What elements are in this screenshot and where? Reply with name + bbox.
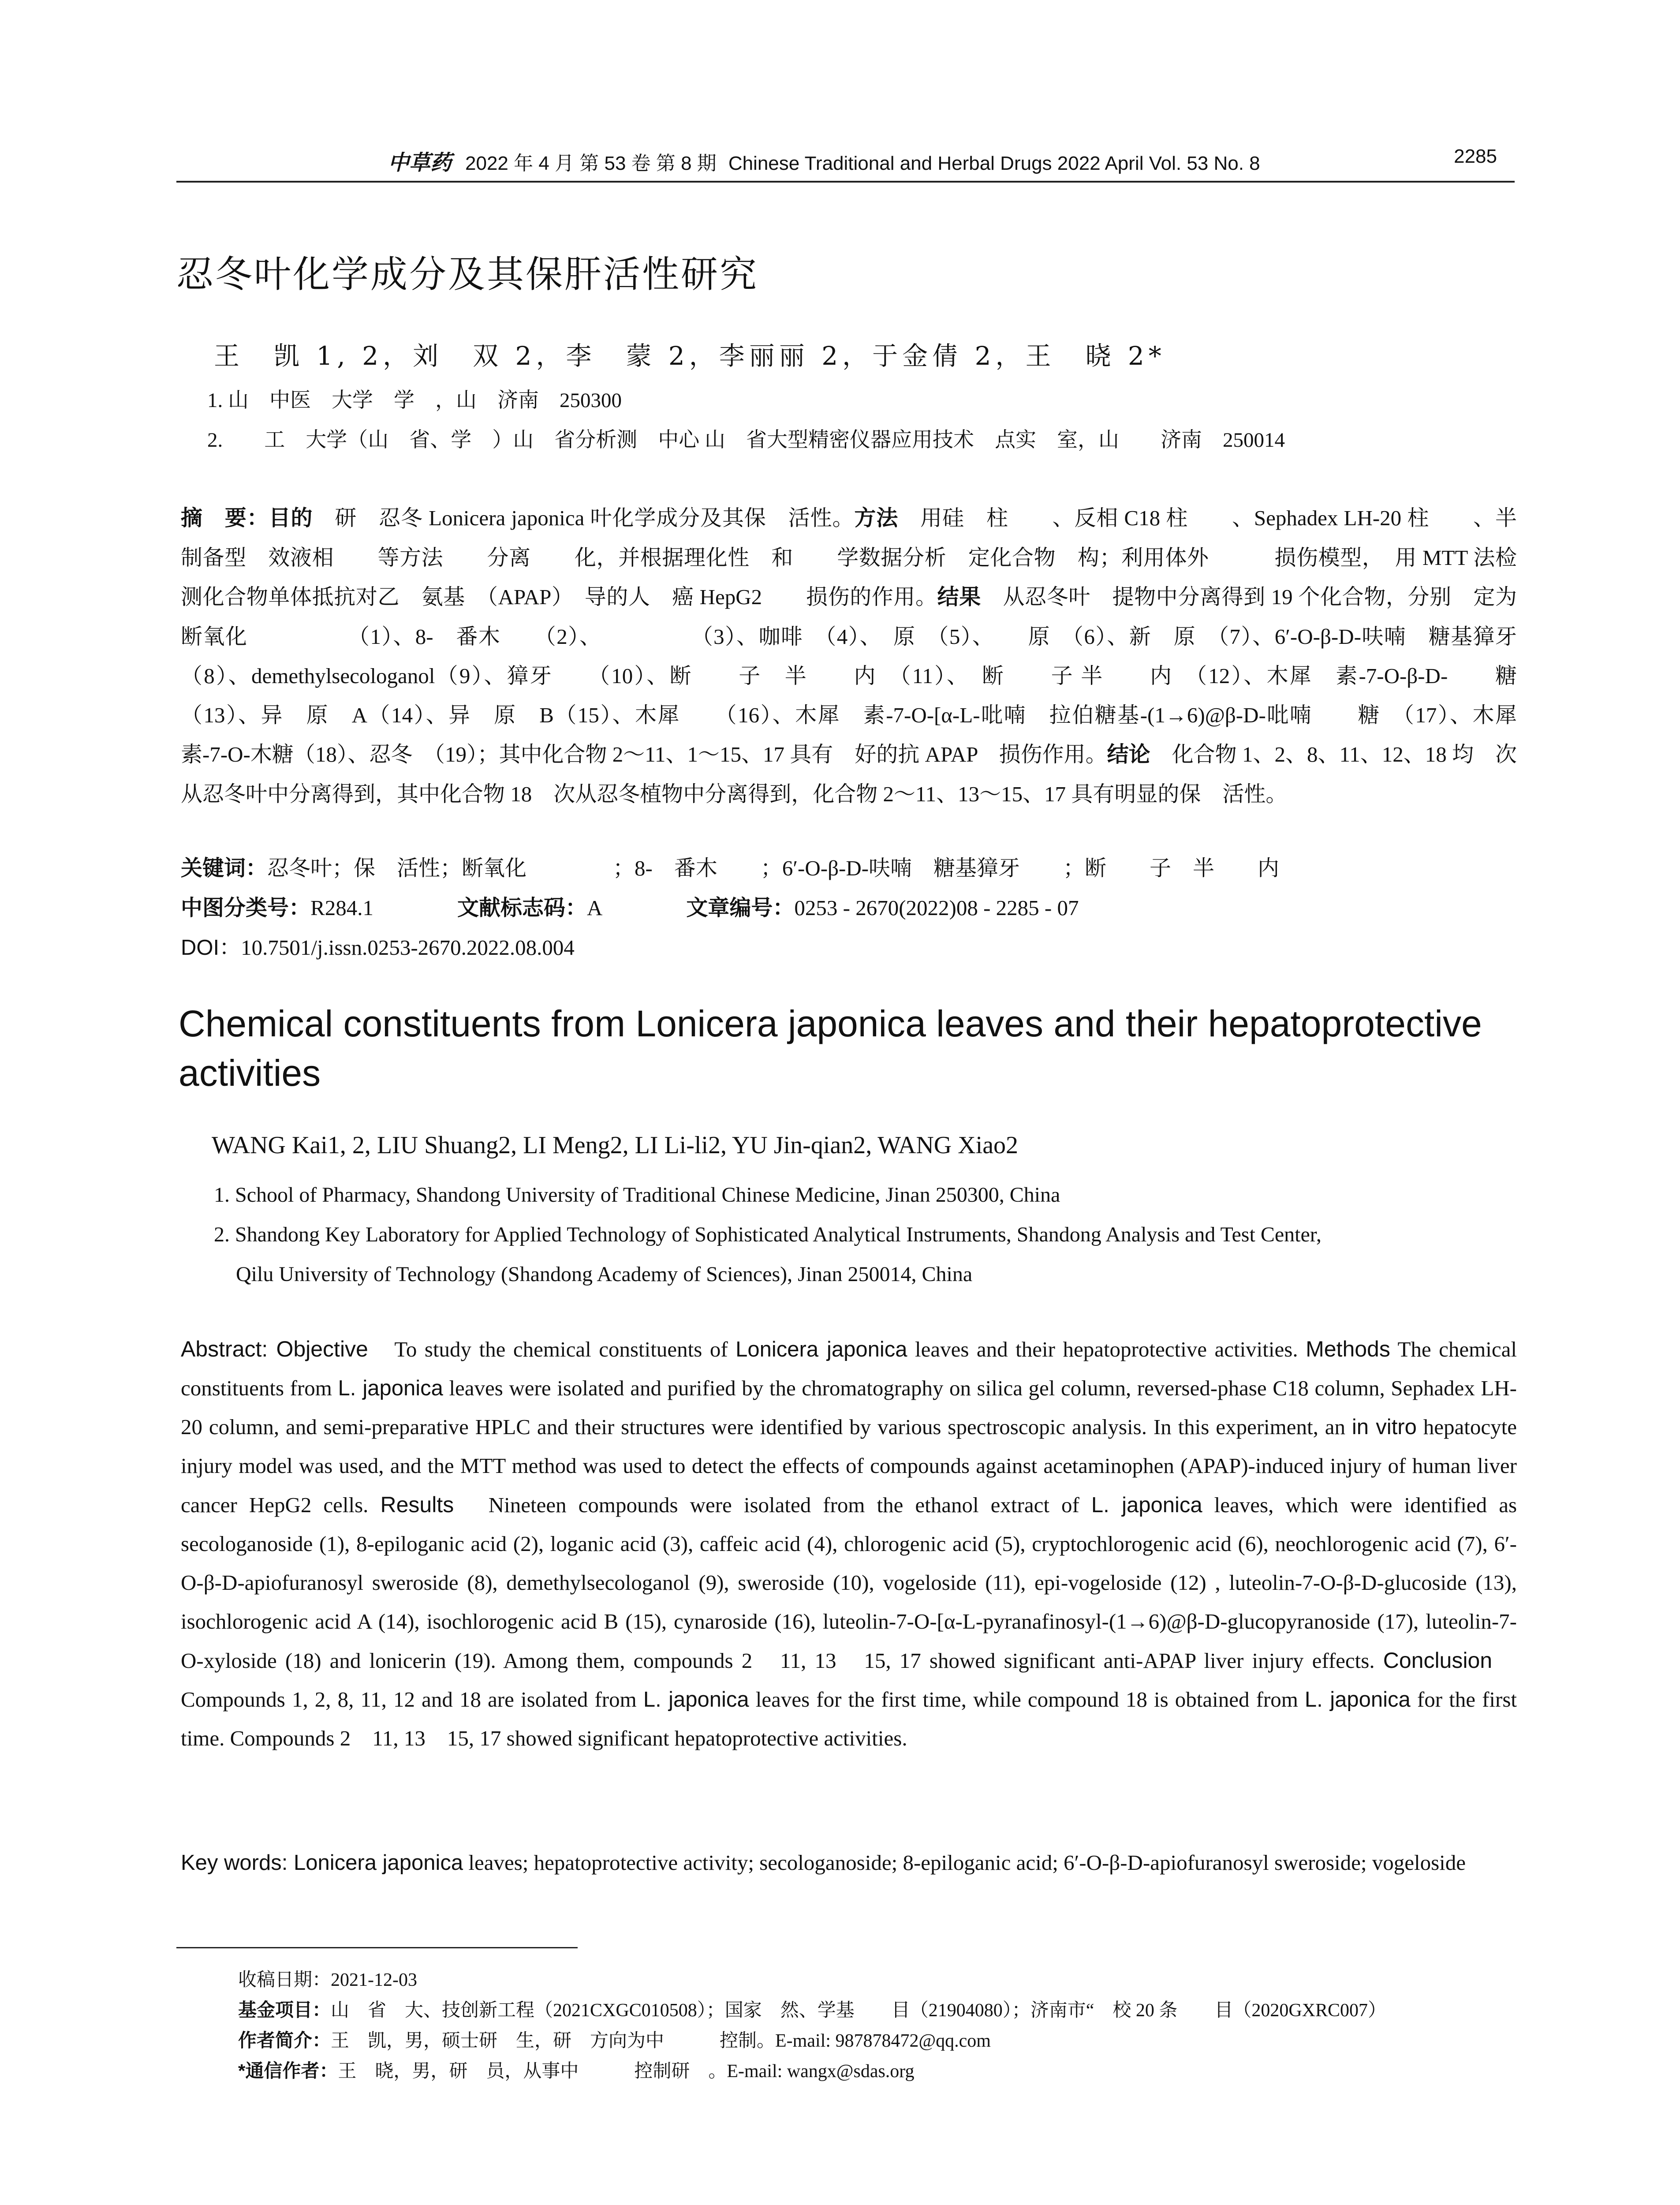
chinese-keywords xyxy=(181,851,1279,882)
keywords-text-cn: 忍冬叶；保 活性；断氧化 ；8- 番木 ；6′-O-β-D-呋喃 糖基獐牙 ；断 子 半 内 xyxy=(267,856,1280,880)
objective-label-en: Objective xyxy=(276,1337,368,1361)
species-name: L. japonica xyxy=(1304,1688,1411,1712)
chinese-affiliation-1: 1. 山 中医 大学 学 ，山 济南 250300 xyxy=(207,389,622,412)
issue-cn: 2022 年 4 月 第 53 卷 第 8 期 xyxy=(465,153,717,174)
objective-text-en-2: leaves and their hepatoprotective activities. xyxy=(907,1337,1306,1361)
header-citation xyxy=(388,146,1260,176)
english-title: Chemical constituents from Lonicera japonica leaves and their hepatoprotective activities xyxy=(179,1003,1482,1094)
received-label: 收稿日期： xyxy=(238,1969,331,1990)
methods-text-en-2: leaves were isolated and purified by the chromatography on silica gel column, reversed-phase C18 column, Sephadex LH-20 column, and semi-preparative HPLC and their structures were identified by various spectroscopic analysis. In this experiment, an xyxy=(181,1376,1517,1439)
english-affiliation-2-line2: Qilu University of Technology (Shandong Academy of Sciences), Jinan 250014, China xyxy=(236,1263,973,1286)
fund-label: 基金项目： xyxy=(238,1999,331,2020)
results-text-cn: 从忍冬叶 提物中分离得到 19 个化合物，分别 定为断氧化 （1）、8- 番木 （2）、 （3）、咖啡 （4）、 原 （5）、 原 （6）、新 原 （7）、6′-O-β-D-呋喃 糖基獐牙 （8）、demethylsecologanol（9）、獐牙 （10）、断 子 半 内 （11）、 断 子 半 内 （12）、木犀 素-7-O-β-D- 糖 （13）、异 原 A（14）、异 原 B（15）、木犀 （16）、木犀 素-7-O-[α-L-吡喃 拉伯糖基-(1→6)@β-D-吡喃 糖 （17）、木犀 素-7-O-木糖（18）、忍冬 （19）；其中化合物 2～11、1～15、17 具有 好的抗 APAP 损伤作用。 xyxy=(181,585,1561,766)
doc-code-label: 文献标志码： xyxy=(457,896,587,920)
keywords-label-en: Key words: xyxy=(181,1851,294,1875)
methods-text-cn: 用硅 柱 、反相 C18 柱 、Sephadex LH-20 柱 、半制备型 效液相 等方法 分离 化，并根据理化性 和 学数据分析 定化合物 构；利用体外 损伤模型， 用 MTT 法检测化合物单体抵抗对乙 氨基 （APAP） 导的人 癌 HepG2 损伤的作用。 xyxy=(181,506,1517,609)
footnote-author xyxy=(238,2026,1517,2056)
footnote-fund xyxy=(238,1995,1517,2026)
species-name: Lonicera japonica xyxy=(293,1851,463,1875)
corresponding-label: *通信作者： xyxy=(238,2060,338,2081)
in-vitro-term: in vitro xyxy=(1351,1415,1417,1439)
results-text-en-1: Nineteen compounds were isolated from the ethanol extract of xyxy=(454,1493,1091,1517)
conclusion-label-cn: 结论 xyxy=(1107,743,1150,766)
results-text-en-2: leaves, which were identified as secologanoside (1), 8-epiloganic acid (2), loganic acid (3), caffeic acid (4), chlorogenic acid (5), cryptochlorogenic acid (6), neochlorogenic acid (7), 6′-O-β-D-apiofuranosyl sweroside (8), demethylsecologanol (9), sweroside (10), vogeloside (11), epi-vogeloside (12) , luteolin-7-O-β-D-glucoside (13), isochlorogenic acid A (14), isochlorogenic acid B (15), cynaroside (16), luteolin-7-O-[α-L-pyranafinosyl-(1→6)@β-D-glucopyranoside (17), luteolin-7-O-xyloside (18) and lonicerin (19). Among them, compounds 2 11, 13 15, 17 showed significant anti-APAP liver injury effects. xyxy=(181,1493,1517,1673)
doi-line xyxy=(181,931,575,961)
english-keywords xyxy=(181,1843,1517,1882)
chinese-authors: 王 凯 1, 2，刘 双 2，李 蒙 2，李丽丽 2，于金倩 2，王 晓 2* xyxy=(214,341,1166,371)
author-value: 王 凯，男，硕士研 生，研 方向为中 控制。E-mail: 987878472@qq.com xyxy=(331,2031,991,2051)
objective-label-cn: 目的 xyxy=(269,506,313,530)
abstract-label-en: Abstract: xyxy=(181,1337,276,1361)
doc-code-value: A xyxy=(586,896,603,920)
chinese-abstract xyxy=(181,498,1561,814)
results-label-en: Results xyxy=(380,1492,454,1517)
english-affiliation-2-line1: 2. Shandong Key Laboratory for Applied Technology of Sophisticated Analytical Instruments, Shandong Analysis and Test Center, xyxy=(214,1223,1322,1246)
footnote-corresponding xyxy=(238,2056,1517,2086)
footnotes xyxy=(238,1965,1517,2086)
chinese-affiliation-2: 2. 工 大学（山 省、学 ）山 省分析测 中心 山 省大型精密仪器应用技术 点实 室，山 济南 250014 xyxy=(207,429,1285,452)
conclusion-text-en-2: leaves for the first time, while compound 18 is obtained from xyxy=(749,1687,1305,1712)
english-authors: WANG Kai1, 2, LIU Shuang2, LI Meng2, LI Li-li2, YU Jin-qian2, WANG Xiao2 xyxy=(212,1132,1019,1159)
conclusion-text-cn: 化合物 1、2、8、11、12、18 均 次从忍冬叶中分离得到，其中化合物 18 次从忍冬植物中分离得到，化合物 2～11、13～15、17 具有明显的保 活性。 xyxy=(181,742,1517,806)
species-name: Lonicera japonica xyxy=(735,1338,907,1361)
species-name: L. japonica xyxy=(338,1376,443,1400)
fund-value: 山 省 大、技创新工程（2021CXGC010508）；国家 然、学基 目（21904080）；济南市“ 校 20 条 目（2020GXRC007） xyxy=(331,2000,1387,2021)
conclusion-text-en-1: Compounds 1, 2, 8, 11, 12 and 18 are isolated from xyxy=(181,1648,1517,1712)
chinese-title: 忍冬叶化学成分及其保肝活性研究 xyxy=(176,254,759,295)
doi-value: 10.7501/j.issn.0253-2670.2022.08.004 xyxy=(241,935,575,960)
journal-logo: 中草药 xyxy=(388,151,452,175)
methods-text-en-1: The chemical constituents from xyxy=(181,1337,1517,1400)
methods-label-en: Methods xyxy=(1306,1337,1390,1361)
conclusion-label-en: Conclusion xyxy=(1383,1648,1493,1673)
keywords-text-en: leaves; hepatoprotective activity; secologanoside; 8-epiloganic acid; 6′-O-β-D-apiofuranosyl sweroside; vogeloside xyxy=(463,1850,1466,1875)
methods-text-en-3: hepatocyte injury model was used, and the MTT method was used to detect the effects of compounds against acetaminophen (APAP)-induced injury of human liver cancer HepG2 cells. xyxy=(181,1415,1517,1517)
footnote-received xyxy=(238,1965,1517,1995)
results-label-cn: 结果 xyxy=(937,585,981,609)
corresponding-value: 王 晓，男，研 员，从事中 控制研 。E-mail: wangx@sdas.org xyxy=(338,2061,915,2082)
species-name: L. japonica xyxy=(1091,1493,1202,1517)
clc-label: 中图分类号： xyxy=(181,896,311,920)
doi-label: DOI： xyxy=(181,936,241,960)
issue-en: Chinese Traditional and Herbal Drugs 2022 April Vol. 53 No. 8 xyxy=(728,153,1260,174)
abstract-label-cn: 摘 要： xyxy=(181,506,269,530)
article-no-label: 文章编号： xyxy=(686,896,795,920)
methods-label-cn: 方法 xyxy=(854,506,899,530)
running-header xyxy=(176,146,1515,183)
conclusion-text-en-3: for the first time. Compounds 2 11, 13 15, 17 showed significant hepatoprotective activities. xyxy=(181,1687,1517,1750)
page-number: 2285 xyxy=(1454,146,1497,167)
keywords-label-cn: 关键词： xyxy=(181,856,268,880)
classification-line xyxy=(181,891,1079,922)
footnote-divider xyxy=(176,1947,578,1948)
clc-value: R284.1 xyxy=(310,896,373,920)
english-abstract xyxy=(181,1330,1517,1758)
objective-text-en-1: To study the chemical constituents of xyxy=(368,1337,736,1361)
author-label: 作者简介： xyxy=(238,2030,331,2051)
objective-text-cn: 研 忍冬 Lonicera japonica 叶化学成分及其保 活性。 xyxy=(313,506,855,530)
english-affiliation-2 xyxy=(214,1215,1523,1294)
english-affiliation-1: 1. School of Pharmacy, Shandong University of Traditional Chinese Medicine, Jinan 250300, China xyxy=(214,1183,1060,1207)
species-name: L. japonica xyxy=(643,1688,749,1712)
received-value: 2021-12-03 xyxy=(331,1970,417,1990)
article-no-value: 0253 - 2670(2022)08 - 2285 - 07 xyxy=(794,896,1079,920)
